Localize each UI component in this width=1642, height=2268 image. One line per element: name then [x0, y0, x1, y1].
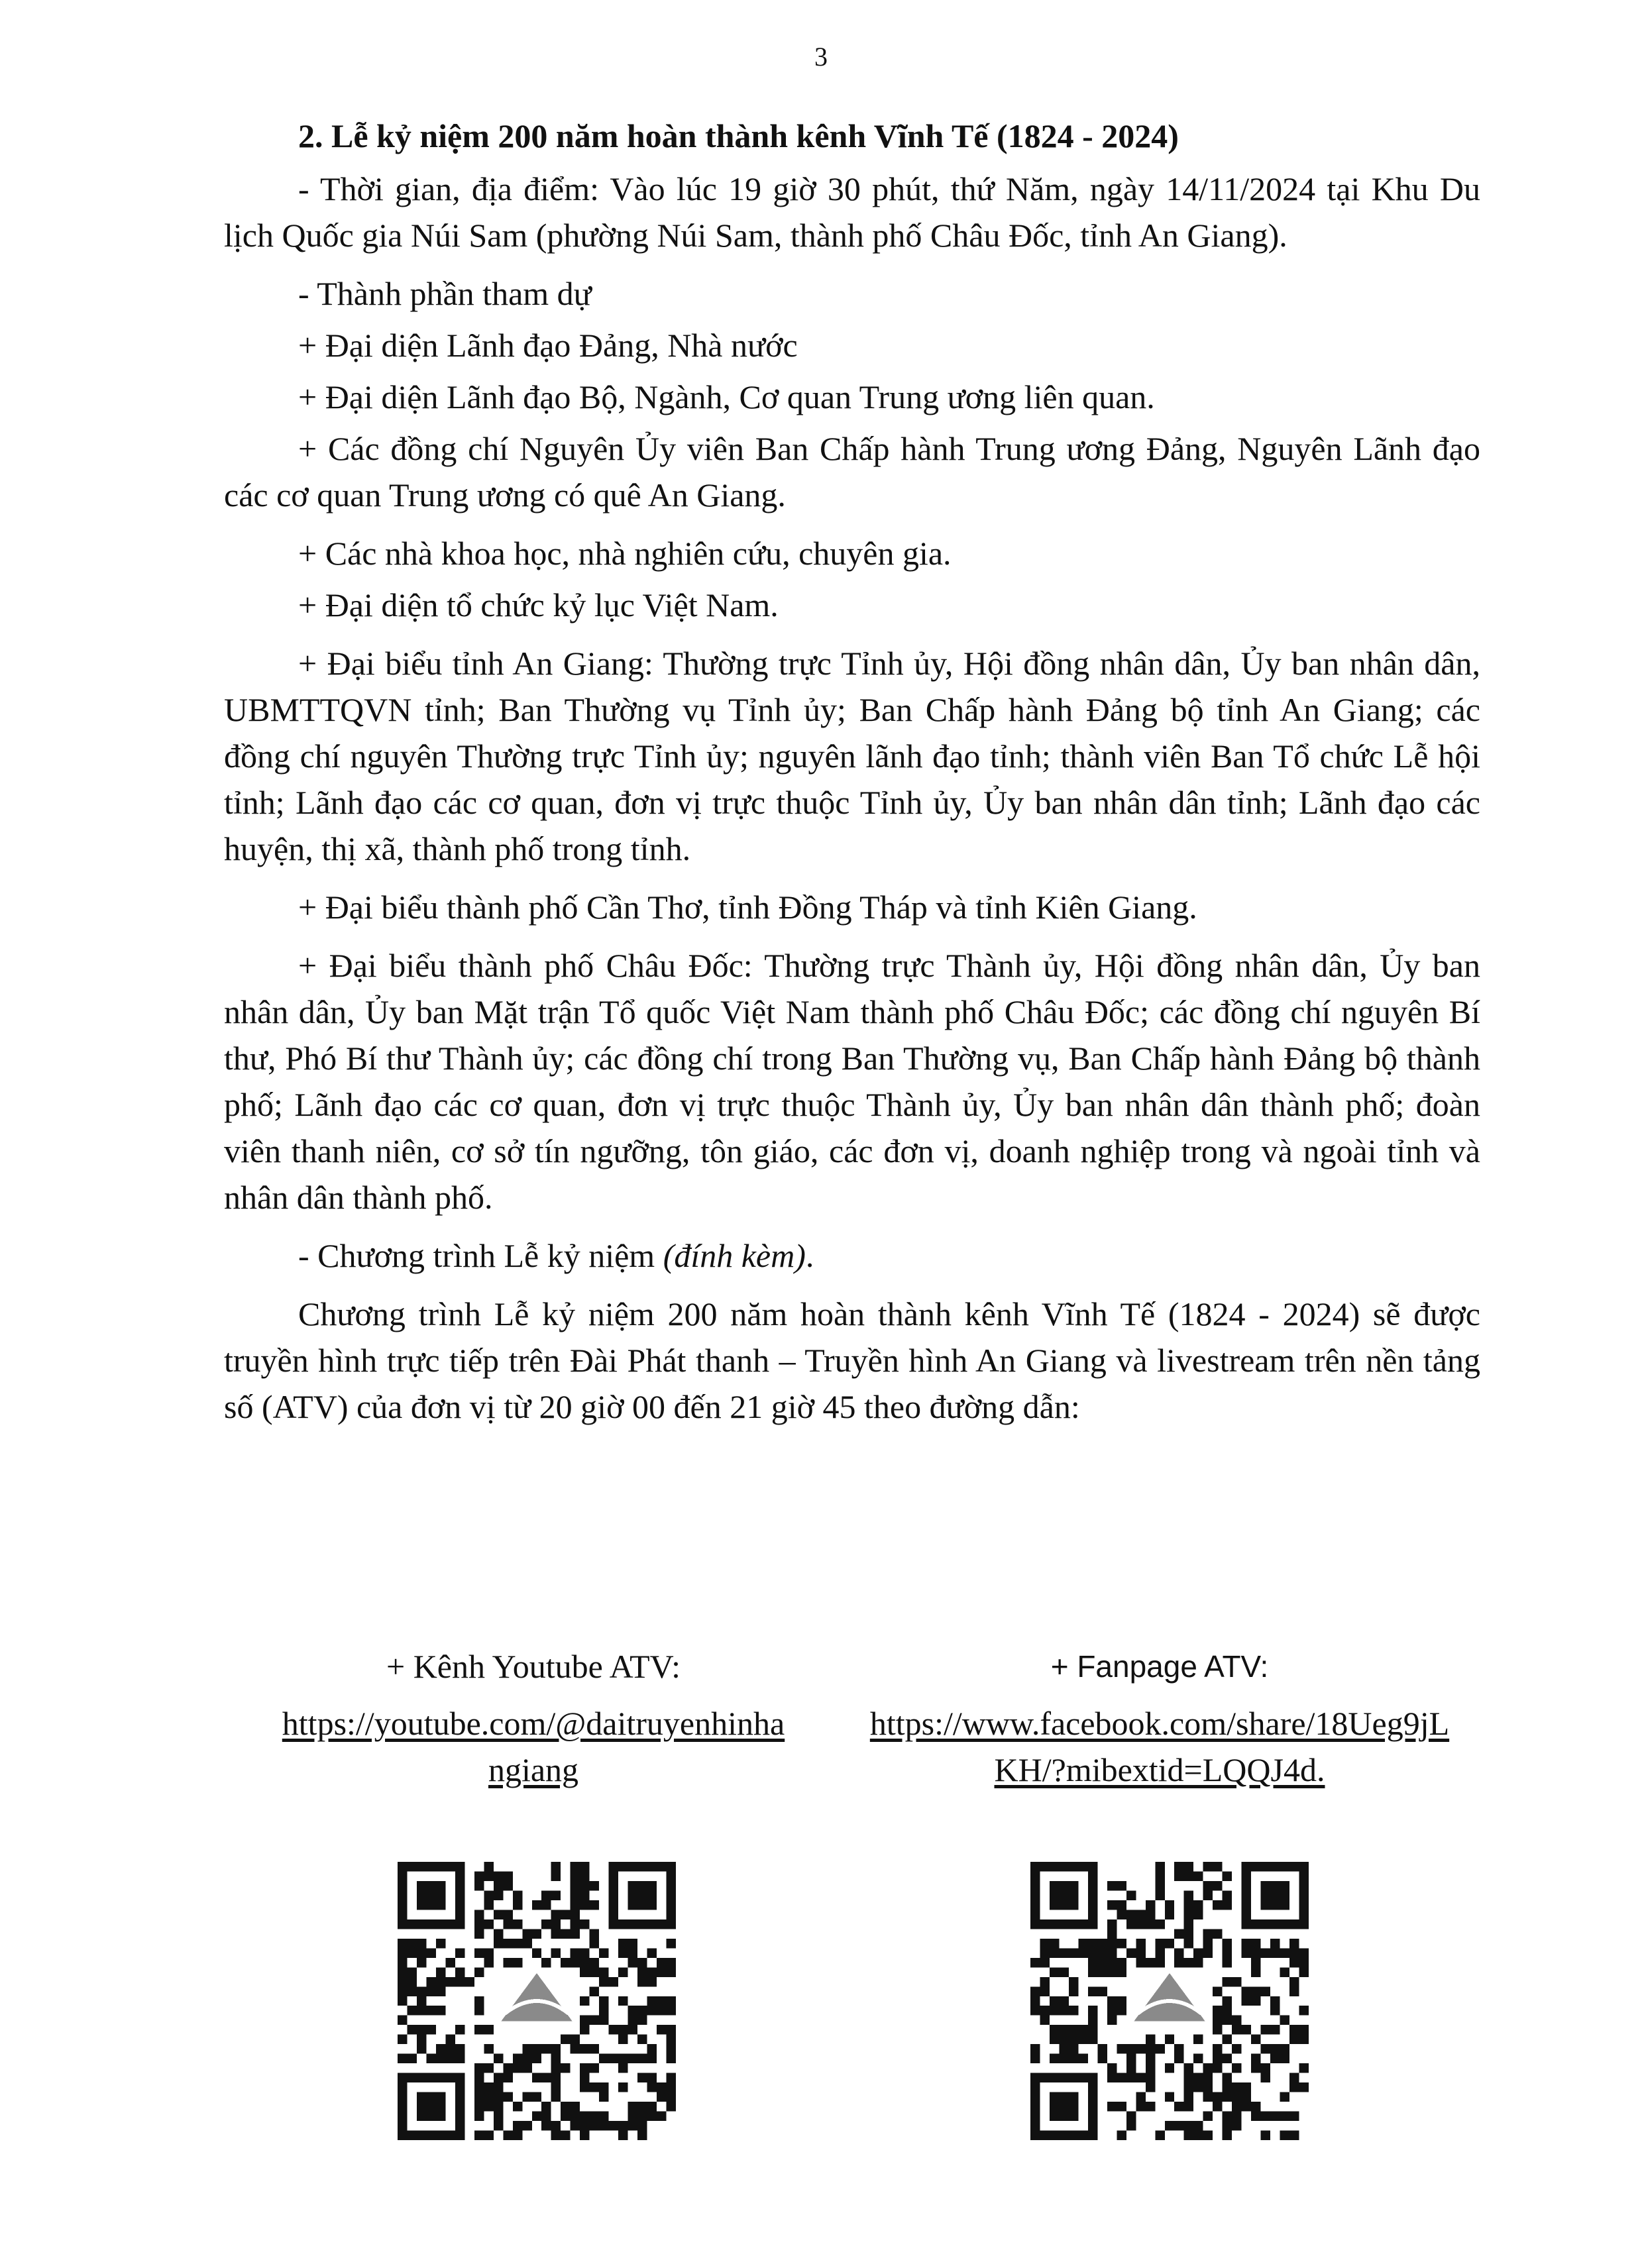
youtube-label: + Kênh Youtube ATV:	[386, 1648, 681, 1685]
paragraph-party-leaders: + Đại diện Lãnh đạo Đảng, Nhà nước	[298, 327, 798, 364]
paragraph-time-location: - Thời gian, địa điểm: Vào lúc 19 giờ 30 phút, thứ Năm, ngày 14/11/2024 tại Khu Du lịch Quốc gia Núi Sam (phường Núi Sam, thành phố Châu Đốc, tỉnh An Giang).	[224, 170, 1480, 254]
page-number: 3	[814, 42, 828, 72]
paragraph-ministry-leaders: + Đại diện Lãnh đạo Bộ, Ngành, Cơ quan Trung ương liên quan.	[298, 378, 1155, 415]
paragraph-an-giang-delegates: + Đại biểu tỉnh An Giang: Thường trực Tỉnh ủy, Hội đồng nhân dân, Ủy ban nhân dân, UBMTTQVN tỉnh; Ban Thường vụ Tỉnh ủy; Ban Chấp hành Đảng bộ tỉnh An Giang; các đồng chí nguyên Thường trực Tỉnh ủy; nguyên lãnh đạo tỉnh; thành viên Ban Tổ chức Lễ hội tỉnh; Lãnh đạo các cơ quan, đơn vị trực thuộc Tỉnh ủy, Ủy ban nhân dân tỉnh; Lãnh đạo các huyện, thị xã, thành phố trong tỉnh.	[224, 645, 1480, 867]
section-heading: 2. Lễ kỷ niệm 200 năm hoàn thành kênh Vĩnh Tế (1824 - 2024)	[298, 117, 1179, 154]
document-body	[224, 113, 1480, 1442]
youtube-link-block	[235, 1643, 832, 1793]
paragraph-program	[224, 1232, 1480, 1279]
youtube-qr-code-icon	[398, 1862, 676, 2140]
program-emphasis: (đính kèm)	[663, 1237, 806, 1274]
paragraph-neighbor-delegates: + Đại biểu thành phố Cần Thơ, tỉnh Đồng Tháp và tỉnh Kiên Giang.	[298, 889, 1197, 926]
program-suffix: .	[805, 1237, 814, 1274]
paragraph-former-members: + Các đồng chí Nguyên Ủy viên Ban Chấp hành Trung ương Đảng, Nguyên Lãnh đạo các cơ quan Trung ương có quê An Giang.	[224, 430, 1480, 513]
links-section	[0, 1643, 1642, 2240]
paragraph-attendees-intro: - Thành phần tham dự	[298, 275, 592, 312]
facebook-label: + Fanpage ATV:	[1050, 1649, 1269, 1684]
paragraph-record-org: + Đại diện tổ chức kỷ lục Việt Nam.	[298, 586, 779, 623]
facebook-link-block	[861, 1643, 1458, 1793]
paragraph-broadcast: Chương trình Lễ kỷ niệm 200 năm hoàn thành kênh Vĩnh Tế (1824 - 2024) sẽ được truyền hình trực tiếp trên Đài Phát thanh – Truyền hình An Giang và livestream trên nền tảng số (ATV) của đơn vị từ 20 giờ 00 đến 21 giờ 45 theo đường dẫn:	[224, 1295, 1480, 1425]
facebook-link[interactable]: https://www.facebook.com/share/18Ueg9jLKH/?mibextid=LQQJ4d.	[869, 1705, 1450, 1788]
youtube-link[interactable]: https://youtube.com/@daitruyenhinhangiang	[282, 1705, 785, 1788]
paragraph-scientists: + Các nhà khoa học, nhà nghiên cứu, chuyên gia.	[298, 535, 952, 572]
facebook-qr-code-icon	[1030, 1862, 1309, 2140]
program-prefix: - Chương trình Lễ kỷ niệm	[298, 1237, 663, 1274]
paragraph-chau-doc-delegates: + Đại biểu thành phố Châu Đốc: Thường trực Thành ủy, Hội đồng nhân dân, Ủy ban nhân dân, Ủy ban Mặt trận Tổ quốc Việt Nam thành phố Châu Đốc; các đồng chí nguyên Bí thư, Phó Bí thư Thành ủy; các đồng chí trong Ban Thường vụ, Ban Chấp hành Đảng bộ thành phố; Lãnh đạo các cơ quan, đơn vị trực thuộc Thành ủy, Ủy ban nhân dân thành phố; đoàn viên thanh niên, cơ sở tín ngưỡng, tôn giáo, các đơn vị, doanh nghiệp trong và ngoài tỉnh và nhân dân thành phố.	[224, 947, 1480, 1216]
